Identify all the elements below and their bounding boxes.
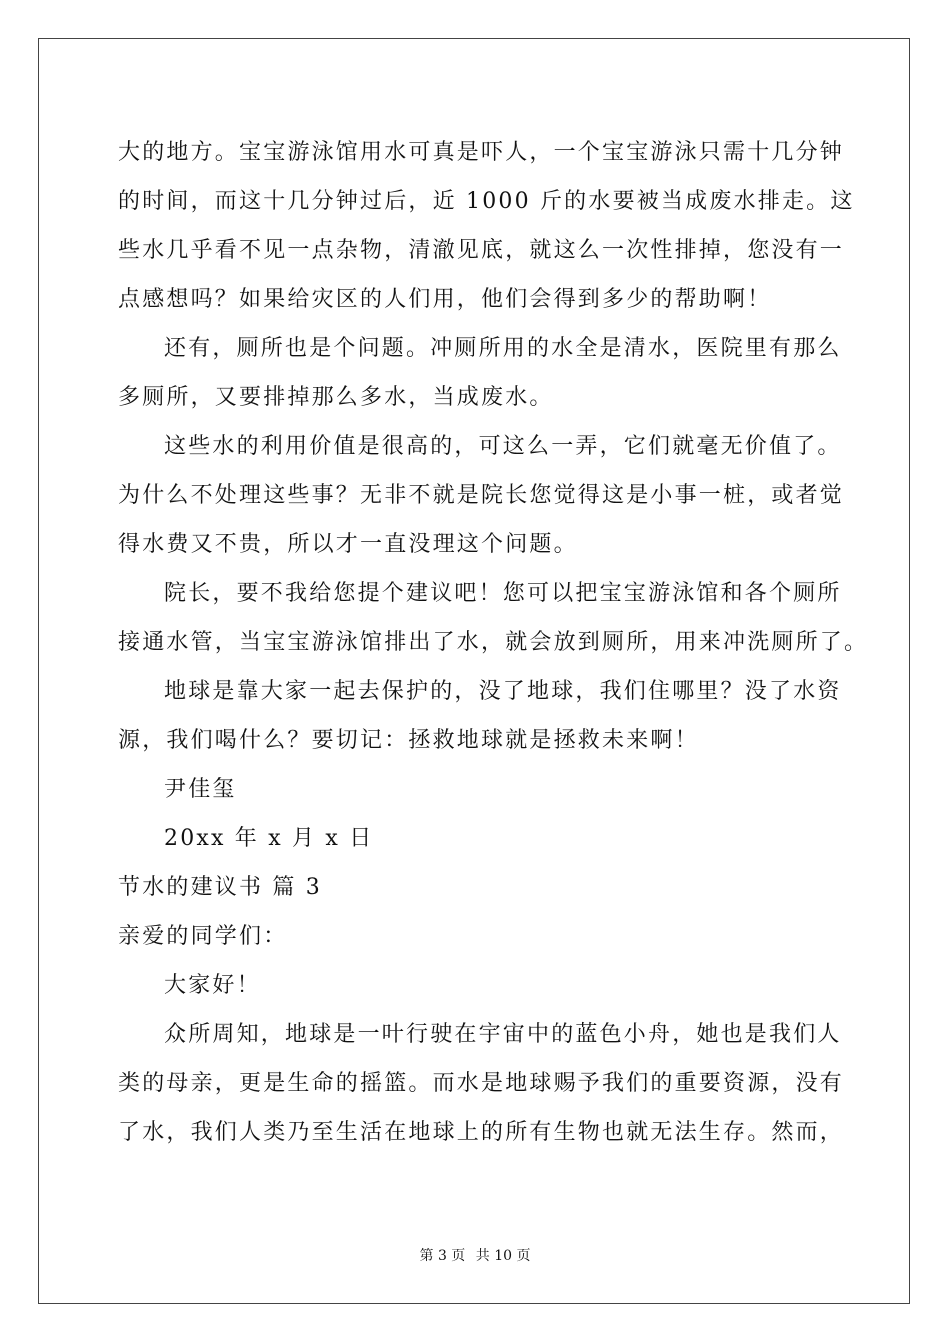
text-line: 众所周知，地球是一叶行驶在宇宙中的蓝色小舟，她也是我们人 (164, 1022, 842, 1047)
text-line: 接通水管，当宝宝游泳馆排出了水，就会放到厕所，用来冲洗厕所了。 (118, 630, 869, 655)
text-line: 院长，要不我给您提个建议吧！您可以把宝宝游泳馆和各个厕所 (164, 581, 842, 606)
page-number: 第 3 页 (419, 1248, 466, 1264)
text-line: 还有，厕所也是个问题。冲厕所用的水全是清水，医院里有那么 (164, 336, 842, 361)
text-line: 了水，我们人类乃至生活在地球上的所有生物也就无法生存。然而， (118, 1120, 845, 1145)
text-line: 源，我们喝什么？要切记：拯救地球就是拯救未来啊！ (118, 728, 699, 753)
text-line: 的时间，而这十几分钟过后，近 1000 斤的水要被当成废水排走。这 (118, 189, 855, 214)
text-line: 点感想吗？如果给灾区的人们用，他们会得到多少的帮助啊！ (118, 287, 772, 312)
text-line: 些水几乎看不见一点杂物，清澈见底，就这么一次性排掉，您没有一 (118, 238, 845, 263)
section-heading: 节水的建议书 篇 3 (118, 875, 322, 900)
text-line: 类的母亲，更是生命的摇篮。而水是地球赐予我们的重要资源，没有 (118, 1071, 845, 1096)
text-line: 地球是靠大家一起去保护的，没了地球，我们住哪里？没了水资 (164, 679, 842, 704)
text-line: 多厕所，又要排掉那么多水，当成废水。 (118, 385, 554, 410)
document-body (118, 128, 869, 1157)
signature-date: 20xx 年 x 月 x 日 (164, 826, 374, 851)
total-pages: 共 10 页 (475, 1248, 531, 1264)
text-line: 这些水的利用价值是很高的，可这么一弄，它们就毫无价值了。 (164, 434, 842, 459)
signature-name: 尹佳玺 (164, 777, 237, 802)
text-line: 得水费又不贵，所以才一直没理这个问题。 (118, 532, 578, 557)
salutation: 亲爱的同学们： (118, 924, 288, 949)
page-footer (0, 1245, 950, 1265)
text-line: 大的地方。宝宝游泳馆用水可真是吓人，一个宝宝游泳只需十几分钟 (118, 140, 845, 165)
greeting: 大家好！ (164, 973, 261, 998)
text-line: 为什么不处理这些事？无非不就是院长您觉得这是小事一桩，或者觉 (118, 483, 845, 508)
